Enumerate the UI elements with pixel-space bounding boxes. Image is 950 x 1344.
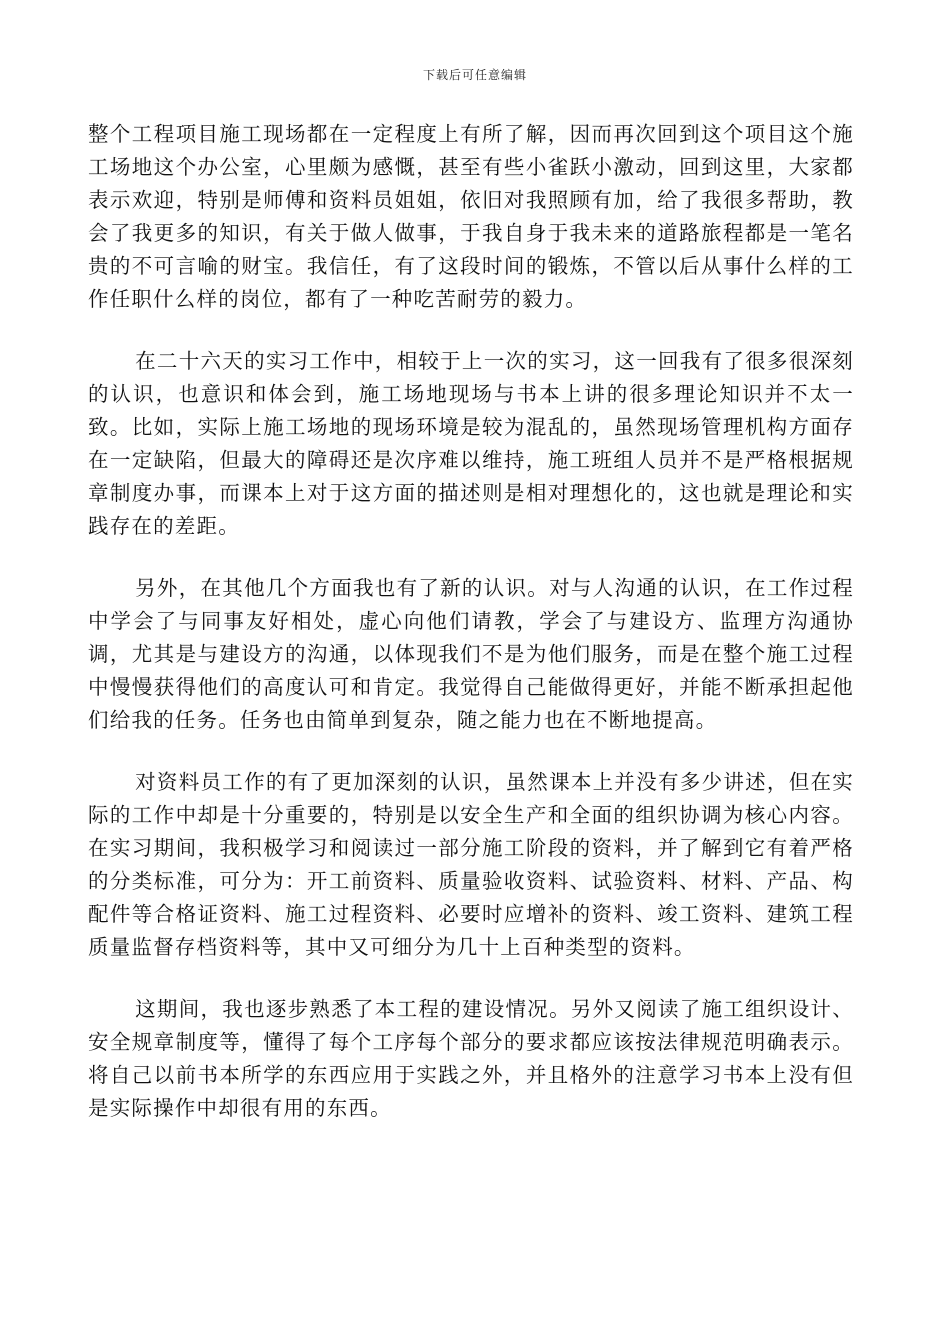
paragraph-5: 这期间，我也逐步熟悉了本工程的建设情况。另外又阅读了施工组织设计、安全规章制度等，懂得了每个工序每个部分的要求都应该按法律规范明确表示。将自己以前书本所学的东西应用于实践之外，并且格外的注意学习书本上没有但是实际操作中却很有用的东西。 — [88, 997, 854, 1120]
paragraph-4: 对资料员工作的有了更加深刻的认识，虽然课本上并没有多少讲述，但在实际的工作中却是十分重要的，特别是以安全生产和全面的组织协调为核心内容。在实习期间，我积极学习和阅读过一部分施工阶段的资料，并了解到它有着严格的分类标准，可分为：开工前资料、质量验收资料、试验资料、材料、产品、构配件等合格证资料、施工过程资料、必要时应增补的资料、竣工资料、建筑工程质量监督存档资料等，其中又可细分为几十上百种类型的资料。 — [88, 770, 854, 959]
paragraph-3: 另外，在其他几个方面我也有了新的认识。对与人沟通的认识，在工作过程中学会了与同事友好相处，虚心向他们请教，学会了与建设方、监理方沟通协调，尤其是与建设方的沟通，以体现我们不是为他们服务，而是在整个施工过程中慢慢获得他们的高度认可和肯定。我觉得自己能做得更好，并能不断承担起他们给我的任务。任务也由简单到复杂，随之能力也在不断地提高。 — [88, 576, 854, 732]
paragraph-1: 整个工程项目施工现场都在一定程度上有所了解，因而再次回到这个项目这个施工场地这个办公室，心里颇为感慨，甚至有些小雀跃小激动，回到这里，大家都表示欢迎，特别是师傅和资料员姐姐，依旧对我照顾有加，给了我很多帮助，教会了我更多的知识，有关于做人做事，于我自身于我未来的道路旅程都是一笔名贵的不可言喻的财宝。我信任，有了这段时间的锻炼，不管以后从事什么样的工作任职什么样的岗位，都有了一种吃苦耐劳的毅力。 — [88, 122, 854, 311]
document-body — [88, 118, 854, 1154]
paragraph-2: 在二十六天的实习工作中，相较于上一次的实习，这一回我有了很多很深刻的认识，也意识和体会到，施工场地现场与书本上讲的很多理论知识并不太一致。比如，实际上施工场地的现场环境是较为混乱的，虽然现场管理机构方面存在一定缺陷，但最大的障碍还是次序难以维持，施工班组人员并不是严格根据规章制度办事，而课本上对于这方面的描述则是相对理想化的，这也就是理论和实践存在的差距。 — [88, 349, 854, 538]
page-header: 下载后可任意编辑 — [422, 68, 527, 82]
